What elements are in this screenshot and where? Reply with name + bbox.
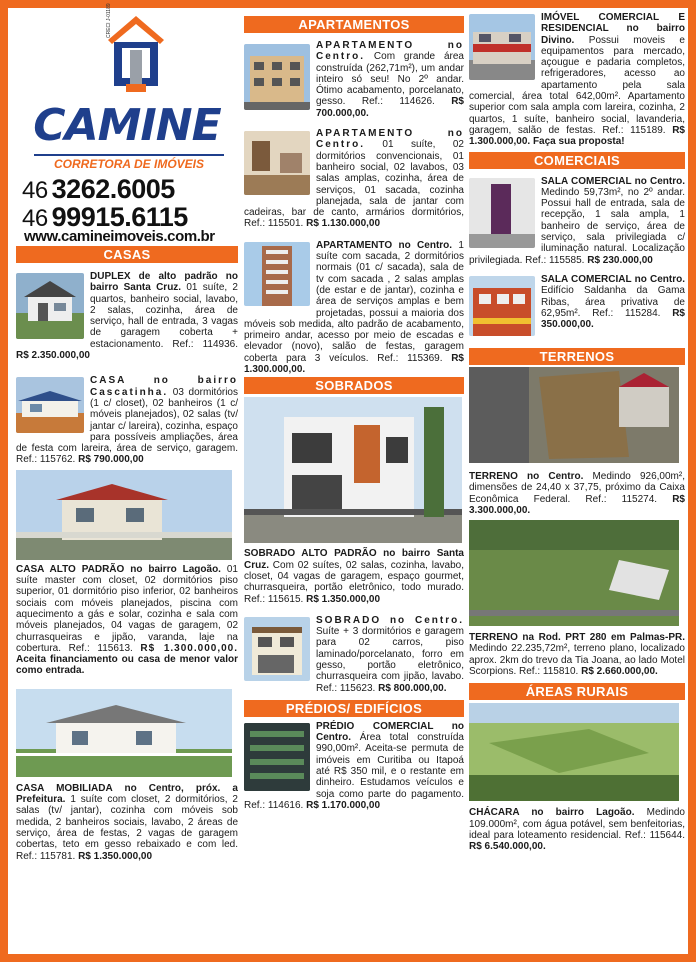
listing-headline: IMÓVEL COMERCIAL E RESIDENCIAL no bairro Divino.: [541, 12, 685, 46]
listing-body: Com 02 suítes, 02 salas, cozinha, lavabo, closet, 04 vagas de garagem, espaço gourmet, churrasqueira, portão eletrônico, todo murado. Ref.: 115615.: [244, 559, 464, 605]
listing-headline: SOBRADO ALTO PADRÃO no bairro Santa Cruz.: [244, 548, 464, 571]
building-photo: [244, 723, 310, 791]
listing-price: R$ 2.660.000,00.: [581, 666, 658, 678]
listing-price: R$ 350.000,00.: [541, 307, 685, 331]
ad-sheet: [8, 3, 688, 954]
section-title-predios: PRÉDIOS/ EDIFÍCIOS: [244, 700, 464, 717]
section-title-comerciais: COMERCIAIS: [469, 152, 685, 169]
listing-headline: CHÁCARA no bairro Lagoão.: [469, 807, 635, 819]
interior-photo: [244, 131, 310, 195]
listing-casa-lagoao: [16, 564, 238, 677]
website-link[interactable]: www.camineimoveis.com.br: [24, 228, 215, 245]
section-title-rurais: ÁREAS RURAIS: [469, 683, 685, 700]
office-photo: [469, 178, 535, 248]
listing-ap-centro-3: [244, 240, 464, 376]
listing-price: R$ 3.300.000,00.: [469, 493, 685, 516]
phone-number: 99915.6115: [51, 202, 188, 232]
listing-casa-mobiliada: [16, 783, 238, 862]
listing-price: R$ 1.350.000,00: [78, 850, 153, 862]
house-logo-icon: [104, 14, 168, 102]
brand-header: [16, 3, 238, 246]
listing-price: R$ 700.000,00.: [316, 96, 464, 119]
listing-headline: CASA no bairro Cascatinha.: [90, 375, 238, 398]
listing-price: R$ 230.000,00: [587, 254, 653, 266]
listing-price: R$ 1.350.000,00: [306, 593, 381, 605]
listing-price: R$ 6.540.000,00.: [469, 841, 546, 853]
listing-comercial-divino: [469, 12, 685, 148]
land-aerial-photo: [469, 367, 679, 463]
phone-landline[interactable]: [22, 174, 175, 205]
column-left: [16, 3, 238, 862]
listing-headline: APARTAMENTO no Centro.: [316, 40, 464, 63]
listing-terreno-centro: [469, 471, 685, 516]
listing-casa-cascatinha: [16, 375, 238, 465]
listing-body: 03 dormitórios (1 c/ closet), 02 banheiros (1 c/ móveis planejados), 02 salas (tv/ jantar c/ lareira), cozinha, espaço para possíveis ampliações, área de festa com lareira, área de serviço, garagem. Ref.: 115762.: [16, 386, 238, 466]
listing-price: R$ 1.300.000,00.: [244, 352, 464, 376]
house-photo: [244, 397, 462, 543]
listing-sala-comercial-2: [469, 274, 685, 338]
listing-predio-comercial: [244, 721, 464, 811]
phone-ddd: 46: [22, 177, 48, 204]
building-photo: [469, 14, 535, 80]
listing-body: Suíte + 3 dormitórios e garagem para 02 carros, piso laminado/porcelanato, forro em gesso, portão eletrônico, churrasqueira com jipão, lavabo. Ref.: 115623.: [316, 626, 464, 694]
building-photo: [469, 276, 535, 336]
creci-label: CRECI J-01189: [106, 3, 112, 38]
listing-body: Medindo 109.000m², com água potável, sem benfeitorias, ideal para loteamento residencial. Ref.: 115644.: [469, 807, 685, 841]
listing-body: 01 suíte master com closet, 02 dormitórios piso superior, 01 dormitório piso inferior, 02 banheiros sociais com móveis planejados, piscina com aquecimento a gás e solar, cozinha e sala com móveis planejados, 04 vagas de garagem, 02 churrasqueiras e jipão, varanda, laje na cobertura. Ref.: 115613.: [16, 563, 238, 654]
column-middle: [244, 8, 464, 811]
listing-headline: APARTAMENTO no Centro.: [316, 239, 453, 251]
house-photo: [16, 273, 84, 339]
brand-tagline: CORRETORA DE IMÓVEIS: [34, 154, 224, 171]
listing-body: Medindo 22.235,72m², terreno plano, localizado aprox. 2km do trevo da Tia Joana, ao lado Motel Scorpions. Ref.: 115810.: [469, 643, 685, 678]
listing-sobrado-santa-cruz: [244, 548, 464, 604]
listing-sobrado-centro: [244, 615, 464, 694]
listing-body: Possui moveis e equipamentos para mercado, açougue e padaria completos, refrigeradores, acesso ao apartamento pela sala comercial, área total 642,00m². Apartamento superior com sala ampla com lareira, cozinha, 2 quartos, 1 suíte, banheiro social, lavanderia, garagem, salão de festas. Ref.: 115189.: [469, 34, 685, 136]
land-aerial-photo: [469, 520, 679, 626]
listing-price: R$ 1.130.000,00: [306, 218, 381, 230]
listing-sala-comercial-1: [469, 176, 685, 266]
listing-headline: PRÉDIO COMERCIAL no Centro.: [316, 720, 464, 744]
listing-body: 1 suíte com sacada, 2 dormitórios normais (01 c/ sacada), sala de tv com sacada , 2 salas amplas (de estar e de jantar), cozinha e área de serviços amplas e bem projetadas, possui a maioria dos móveis sob medida, alto padrão de acabamento, primeiro andar, acesso por meio de escadas e elevador (novo), salão de festas, garagem coberta para 3 veículos. Ref.: 115369.: [244, 239, 464, 364]
listing-headline: TERRENO no Centro.: [469, 470, 584, 482]
section-title-casas: CASAS: [16, 246, 238, 263]
listing-price: R$ 1.170.000,00: [306, 799, 381, 811]
farm-aerial-photo: [469, 703, 679, 801]
listing-note: Faça sua proposta!: [530, 136, 625, 148]
listing-headline: TERRENO na Rod. PRT 280 em Palmas-PR.: [469, 632, 685, 644]
listing-headline: DUPLEX de alto padrão no bairro Santa Cruz.: [90, 271, 238, 294]
section-title-terrenos: TERRENOS: [469, 348, 685, 365]
listing-ap-centro-2: [244, 128, 464, 230]
listing-ap-centro-1: [244, 40, 464, 119]
building-photo: [244, 44, 310, 110]
listing-price: R$ 2.350.000,00: [16, 350, 90, 362]
brand-name: CAMINE: [33, 100, 221, 151]
listing-body: Medindo 926,00m², dimensões de 24,40 x 37,75, próximo da Caixa Econômica Federal. Ref.: 115274.: [469, 470, 685, 505]
listing-headline: SALA COMERCIAL no Centro.: [541, 175, 685, 187]
listing-price: R$ 790.000,00: [78, 454, 144, 466]
listing-price: R$ 1.300.000,00.: [469, 124, 685, 148]
house-photo: [16, 689, 232, 777]
listing-note: Aceita financiamento ou casa de menor valor como entrada.: [16, 654, 238, 677]
listing-headline: SALA COMERCIAL no Centro.: [541, 273, 685, 285]
listing-body: 01 suíte, 2 quartos, banheiro social, lavabo, 2 salas, cozinha, área de serviço, hall de entrada, 3 vagas de garagem coberta + estacionamento. Ref.: 114936.: [90, 282, 238, 350]
phone-number: 3262.6005: [51, 174, 175, 204]
listing-price: R$ 800.000,00.: [378, 682, 447, 694]
section-title-sobrados: SOBRADOS: [244, 377, 464, 394]
listing-price: R$ 1.300.000,00.: [140, 642, 238, 654]
listing-chacara-lagoao: [469, 807, 685, 852]
listing-body: 1 suíte com closet, 2 dormitórios, 2 salas (tv/ jantar), cozinha com móveis sob medida, 2 banheiros sociais, lavabo, 2 áreas de serviço, área de festas, 2 vagas de garagem cobertas, teto em gesso rebaixado e com led. Ref.: 115781.: [16, 794, 238, 862]
column-right: [469, 8, 685, 853]
listing-body: Área total construída 990,00m². Aceita-se permuta de imóveis em Curitiba ou Itapoá até R$ 350 mil, e o restante em dinheiro. Estudamos veículos e soja como parte do pagamento. Ref.: 114616.: [244, 732, 464, 811]
building-photo: [244, 242, 310, 306]
listing-headline: CASA MOBILIADA no Centro, próx. a Prefeitura.: [16, 782, 238, 806]
section-title-apartamentos: APARTAMENTOS: [244, 16, 464, 33]
house-photo: [16, 470, 232, 560]
listing-body: Edifício Saldanha da Gama Ribas, área privativa de 62,95m². Ref.: 115284.: [541, 285, 685, 319]
house-photo: [16, 377, 84, 433]
listing-body: Com grande área construída (262,71m²), um andar inteiro só seu! No 2º andar. Ótimo acabamento, porcelanato, gesso. Ref.: 114626.: [316, 51, 464, 108]
phone-ddd: 46: [22, 205, 48, 232]
listing-headline: CASA ALTO PADRÃO no bairro Lagoão.: [16, 563, 221, 575]
listing-body: 01 suíte, 02 dormitórios convencionais, 01 banheiro social, 02 lavabos, 03 salas amplas, cozinha, área de serviços, 01 sacada, cozinha planejada, sala de jantar com cadeiras, bar de canto, armários dormitórios, Ref.: 115501.: [244, 139, 464, 230]
house-photo: [244, 617, 310, 681]
listing-body: Medindo 59,73m², no 2º andar. Possui hall de entrada, sala de recepção, 1 sala ampla, 1 banheiro de serviço, área de serviço, sala privilegiada c/ iluminação natural. Localização privilegiada. Ref.: 115585.: [469, 186, 685, 266]
listing-terreno-palmas: [469, 632, 685, 677]
listing-headline: APARTAMENTO no Centro.: [316, 128, 464, 151]
listing-headline: SOBRADO no Centro.: [316, 614, 464, 626]
listing-casa-duplex: [16, 271, 238, 361]
